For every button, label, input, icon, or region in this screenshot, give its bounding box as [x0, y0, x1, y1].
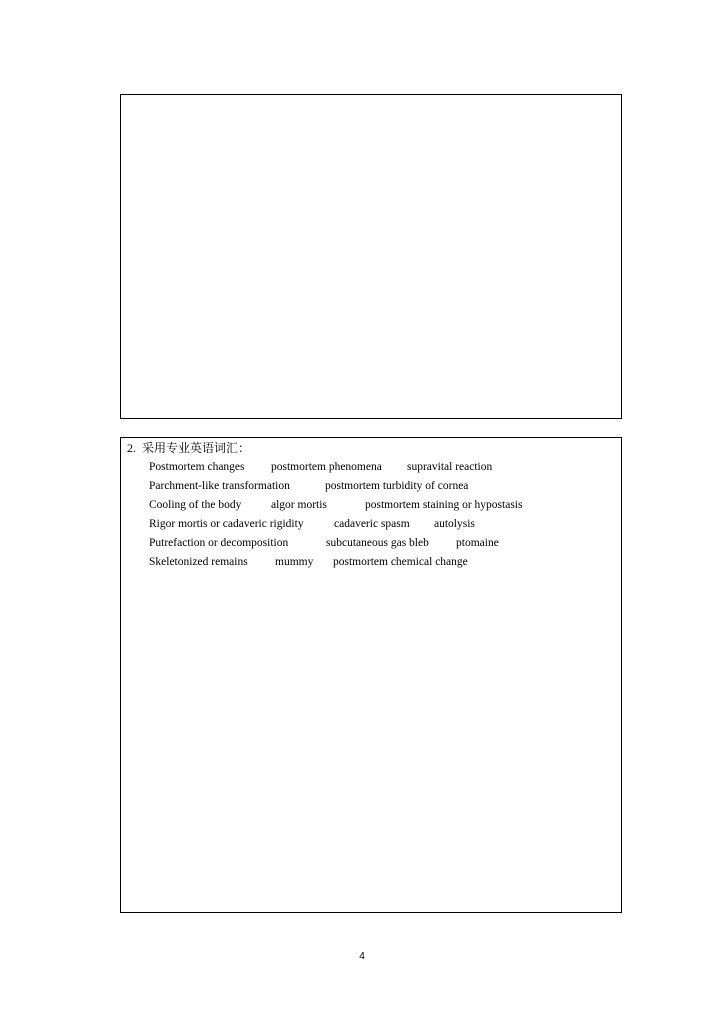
empty-content-box	[120, 94, 622, 419]
page-number: 4	[359, 951, 365, 962]
vocabulary-term: algor mortis	[271, 499, 327, 511]
vocabulary-term: Cooling of the body	[149, 499, 242, 511]
vocabulary-term: postmortem staining or hypostasis	[365, 499, 523, 511]
section-title: 采用专业英语词汇：	[142, 441, 251, 455]
vocabulary-term: mummy	[275, 556, 314, 568]
vocabulary-term: Rigor mortis or cadaveric rigidity	[149, 518, 304, 530]
vocabulary-term: postmortem phenomena	[271, 461, 382, 473]
vocabulary-term: subcutaneous gas bleb	[326, 537, 429, 549]
vocabulary-term: supravital reaction	[407, 461, 493, 473]
vocabulary-box	[120, 437, 622, 913]
vocabulary-term: ptomaine	[456, 537, 499, 549]
vocabulary-term: postmortem chemical change	[333, 556, 468, 568]
section-heading	[127, 441, 250, 456]
vocabulary-term: Skeletonized remains	[149, 556, 248, 568]
section-number: 2.	[127, 441, 136, 455]
vocabulary-term: autolysis	[434, 518, 475, 530]
vocabulary-term: postmortem turbidity of cornea	[325, 480, 469, 492]
vocabulary-term: Parchment-like transformation	[149, 480, 290, 492]
vocabulary-term: cadaveric spasm	[334, 518, 410, 530]
vocabulary-term: Putrefaction or decomposition	[149, 537, 289, 549]
vocabulary-term: Postmortem changes	[149, 461, 245, 473]
